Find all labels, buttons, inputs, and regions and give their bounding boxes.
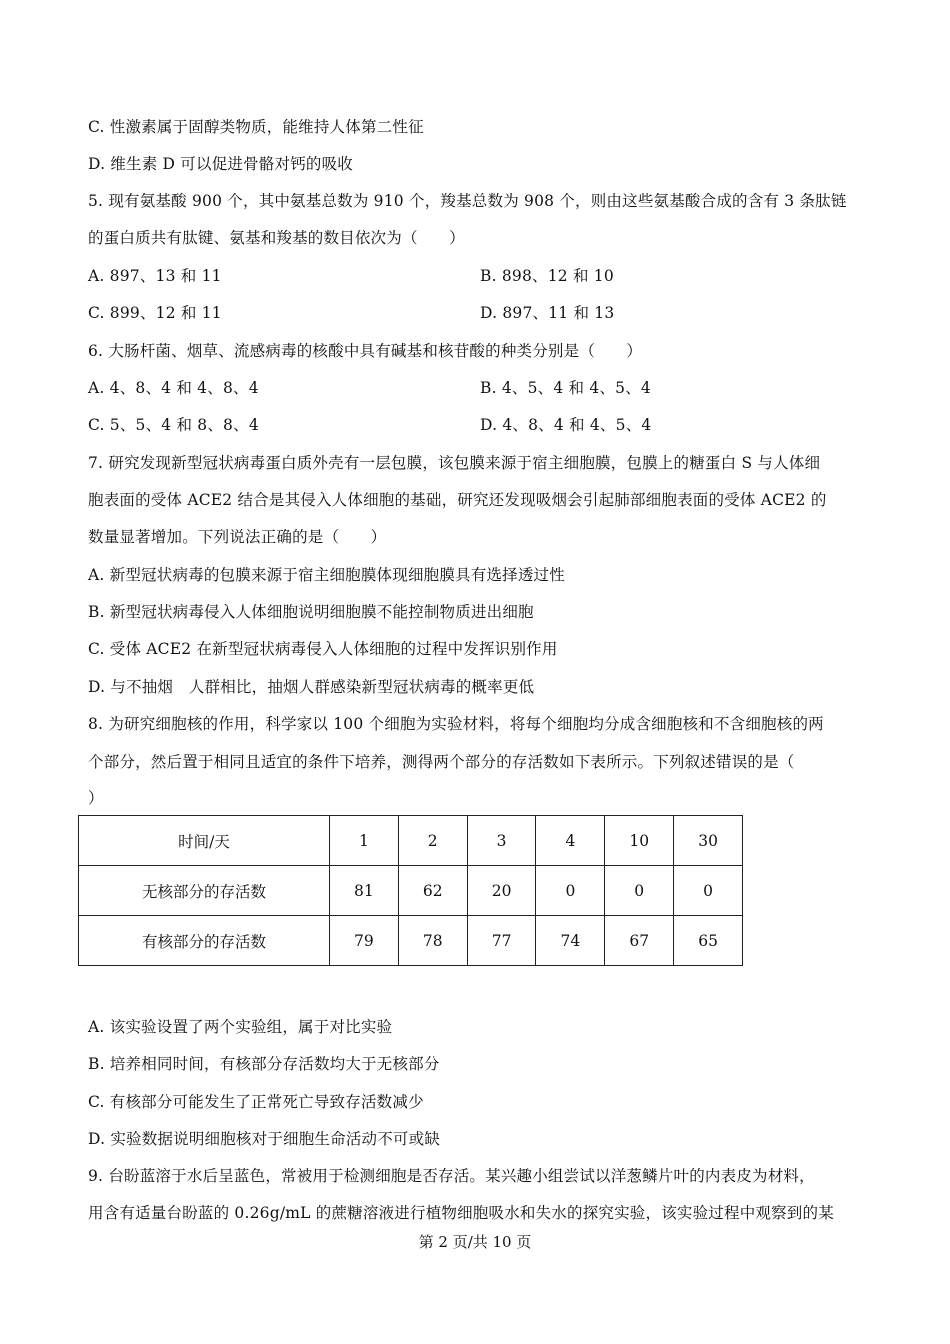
question-7-option-a: A. 新型冠状病毒的包膜来源于宿主细胞膜体现细胞膜具有选择透过性 bbox=[88, 566, 565, 584]
table-header-row bbox=[79, 816, 743, 866]
table-cell: 65 bbox=[674, 916, 743, 966]
table-cell: 时间/天 bbox=[79, 816, 330, 866]
question-5-option-b: B. 898、12 和 10 bbox=[480, 267, 614, 285]
question-9-stem-line-1: 9. 台盼蓝溶于水后呈蓝色，常被用于检测细胞是否存活。某兴趣小组尝试以洋葱鳞片叶的内表皮为材料， bbox=[88, 1167, 815, 1185]
page-footer: 第 2 页/共 10 页 bbox=[418, 1233, 532, 1251]
table-cell: 2 bbox=[398, 816, 467, 866]
table-cell: 78 bbox=[398, 916, 467, 966]
table-cell: 81 bbox=[330, 866, 399, 916]
table-cell: 0 bbox=[674, 866, 743, 916]
question-8-option-d: D. 实验数据说明细胞核对于细胞生命活动不可或缺 bbox=[88, 1130, 441, 1148]
question-6-option-b: B. 4、5、4 和 4、5、4 bbox=[480, 379, 651, 397]
table-cell: 10 bbox=[605, 816, 674, 866]
question-7-stem-line-2: 胞表面的受体 ACE2 结合是其侵入人体细胞的基础，研究还发现吸烟会引起肺部细胞表面的受体 ACE2 的 bbox=[88, 491, 827, 509]
question-5-stem-line-2: 的蛋白质共有肽键、氨基和羧基的数目依次为（ ） bbox=[88, 229, 465, 247]
table-cell: 1 bbox=[330, 816, 399, 866]
question-6-option-c: C. 5、5、4 和 8、8、4 bbox=[88, 416, 259, 434]
table-row bbox=[79, 866, 743, 916]
question-7-option-d: D. 与不抽烟 人群相比，抽烟人群感染新型冠状病毒的概率更低 bbox=[88, 678, 535, 696]
table-cell: 62 bbox=[398, 866, 467, 916]
question-8-option-b: B. 培养相同时间，有核部分存活数均大于无核部分 bbox=[88, 1055, 440, 1073]
table-cell: 3 bbox=[467, 816, 536, 866]
question-6-option-a: A. 4、8、4 和 4、8、4 bbox=[88, 379, 259, 397]
question-8-stem-line-2: 个部分，然后置于相同且适宜的条件下培养，测得两个部分的存活数如下表所示。下列叙述错误的是（ bbox=[88, 753, 795, 771]
table-cell: 有核部分的存活数 bbox=[79, 916, 330, 966]
question-5-option-a: A. 897、13 和 11 bbox=[88, 267, 222, 285]
question-8-stem-line-1: 8. 为研究细胞核的作用，科学家以 100 个细胞为实验材料，将每个细胞均分成含细胞核和不含细胞核的两 bbox=[88, 715, 824, 733]
question-5-option-d: D. 897、11 和 13 bbox=[480, 304, 615, 322]
question-4-option-c: C. 性激素属于固醇类物质，能维持人体第二性征 bbox=[88, 118, 424, 136]
table-cell: 0 bbox=[536, 866, 605, 916]
table-cell: 67 bbox=[605, 916, 674, 966]
question-7-option-b: B. 新型冠状病毒侵入人体细胞说明细胞膜不能控制物质进出细胞 bbox=[88, 603, 534, 621]
question-4-option-d: D. 维生素 D 可以促进骨骼对钙的吸收 bbox=[88, 155, 354, 173]
table-cell: 4 bbox=[536, 816, 605, 866]
table-cell: 20 bbox=[467, 866, 536, 916]
table-cell: 30 bbox=[674, 816, 743, 866]
question-8-option-c: C. 有核部分可能发生了正常死亡导致存活数减少 bbox=[88, 1093, 424, 1111]
question-9-stem-line-2: 用含有适量台盼蓝的 0.26g/mL 的蔗糖溶液进行植物细胞吸水和失水的探究实验，该实验过程中观察到的某 bbox=[88, 1204, 834, 1222]
question-8-option-a: A. 该实验设置了两个实验组，属于对比实验 bbox=[88, 1018, 393, 1036]
question-5-option-c: C. 899、12 和 11 bbox=[88, 304, 222, 322]
question-6-option-d: D. 4、8、4 和 4、5、4 bbox=[480, 416, 652, 434]
question-7-stem-line-3: 数量显著增加。下列说法正确的是（ ） bbox=[88, 528, 387, 546]
question-7-stem-line-1: 7. 研究发现新型冠状病毒蛋白质外壳有一层包膜，该包膜来源于宿主细胞膜，包膜上的糖蛋白 S 与人体细 bbox=[88, 454, 821, 472]
table-cell: 79 bbox=[330, 916, 399, 966]
question-7-option-c: C. 受体 ACE2 在新型冠状病毒侵入人体细胞的过程中发挥识别作用 bbox=[88, 640, 558, 658]
question-8-stem-line-3: ） bbox=[88, 789, 104, 807]
table-cell: 无核部分的存活数 bbox=[79, 866, 330, 916]
question-6-stem: 6. 大肠杆菌、烟草、流感病毒的核酸中具有碱基和核苷酸的种类分别是（ ） bbox=[88, 342, 643, 360]
survival-table bbox=[78, 815, 743, 966]
table-cell: 77 bbox=[467, 916, 536, 966]
table-cell: 0 bbox=[605, 866, 674, 916]
table-cell: 74 bbox=[536, 916, 605, 966]
table-row bbox=[79, 916, 743, 966]
question-5-stem-line-1: 5. 现有氨基酸 900 个，其中氨基总数为 910 个，羧基总数为 908 个，则由这些氨基酸合成的含有 3 条肽链 bbox=[88, 192, 847, 210]
